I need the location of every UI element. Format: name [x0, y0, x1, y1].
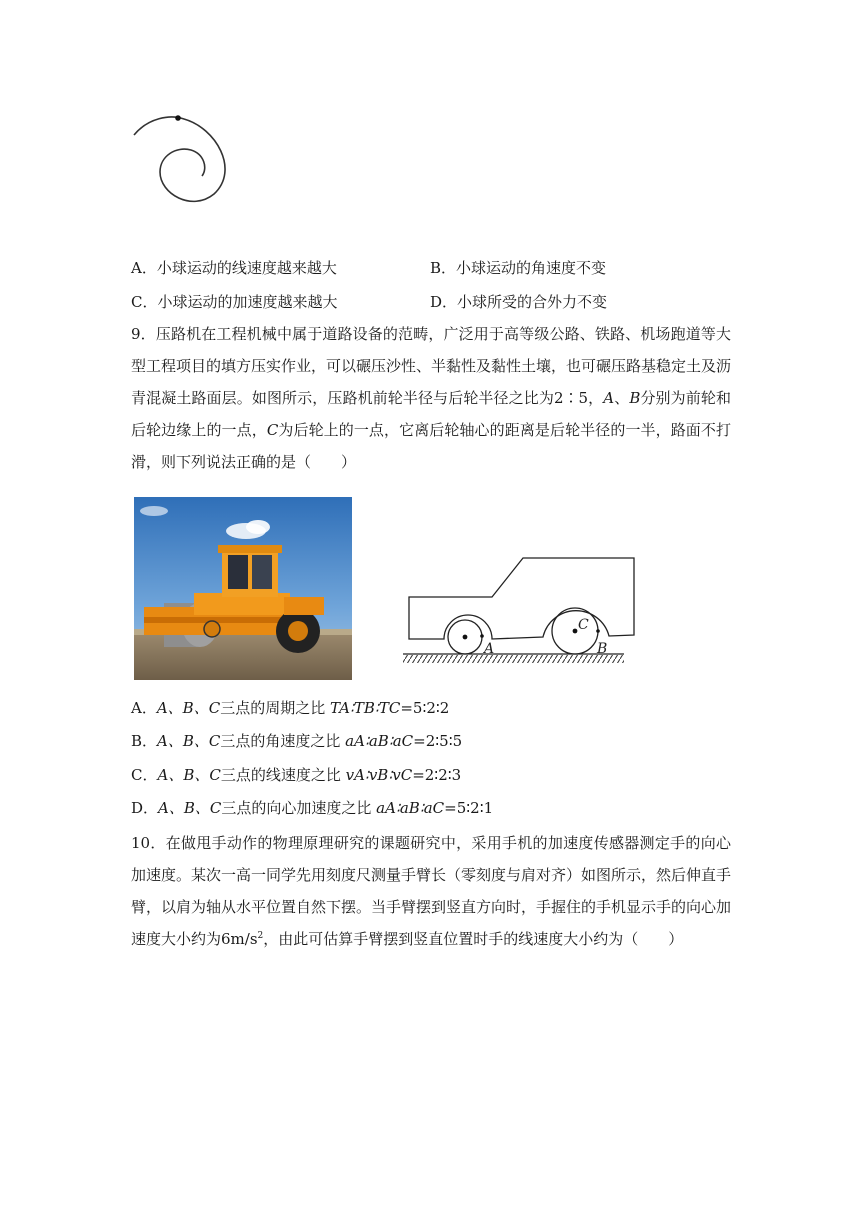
spiral-figure [128, 110, 238, 205]
q9-option-c: C．A、B、C三点的线速度之比 vA∶vB∶vC=2∶2∶3 [131, 766, 462, 784]
q10-stem: 10．在做甩手动作的物理原理研究的课题研究中，采用手机的加速度传感器测定手的向心加速度。某次一高一同学先用刻度尺测量手臂长（零刻度与肩对齐）如图所示，然后伸直手臂，以肩为轴从水平位置自然下摆。当手臂摆到竖直方向时，手握住的手机显示手的向心加速度大小约为$6m/s^2$，由此可估算手臂摆到竖直位置时手的线速度大小约为（ ） [131, 834, 732, 948]
q8-option-c: C．小球运动的加速度越来越大 [131, 293, 338, 311]
label-c: C [578, 617, 589, 633]
q9-number: 9． [131, 325, 156, 343]
roller-schematic [400, 555, 660, 673]
point-a-dot [480, 634, 484, 638]
q8-option-d: D．小球所受的合外力不变 [430, 293, 608, 311]
front-wheel-axle [463, 635, 468, 640]
label-a: A [484, 641, 495, 657]
rear-wheel-axle [573, 629, 578, 634]
body-outline [409, 558, 634, 639]
spiral-ball-dot [175, 115, 181, 121]
label-b: B [597, 641, 608, 657]
q9-stem: 9．压路机在工程机械中属于道路设备的范畴，广泛用于高等级公路、铁路、机场跑道等大型工程项目的填方压实作业，可以碾压沙性、半黏性及黏性土壤，也可碾压路基稳定土及沥青混凝土路面层。如图所示，压路机前轮半径与后轮半径之比为2∶5，A、B分别为前轮和后轮边缘上的一点，C为后轮上的一点，它离后轮轴心的距离是后轮半径的一半，路面不打滑，则下列说法正确的是（ ） [131, 325, 732, 471]
q9-option-d: D．A、B、C三点的向心加速度之比 aA∶aB∶aC=5∶2∶1 [131, 799, 494, 817]
q8-option-a: A．小球运动的线速度越来越大 [131, 259, 337, 277]
q9-option-b: B．A、B、C三点的角速度之比 aA∶aB∶aC=2∶5∶5 [131, 732, 463, 750]
road-roller-photo [134, 497, 352, 680]
q8-option-b: B．小球运动的角速度不变 [430, 259, 607, 277]
q9-option-a: A．A、B、C三点的周期之比 TA∶TB∶TC=5∶2∶2 [131, 699, 450, 717]
point-b-dot [596, 629, 600, 633]
q10-number: 10． [131, 834, 166, 852]
spiral-path [134, 117, 225, 201]
